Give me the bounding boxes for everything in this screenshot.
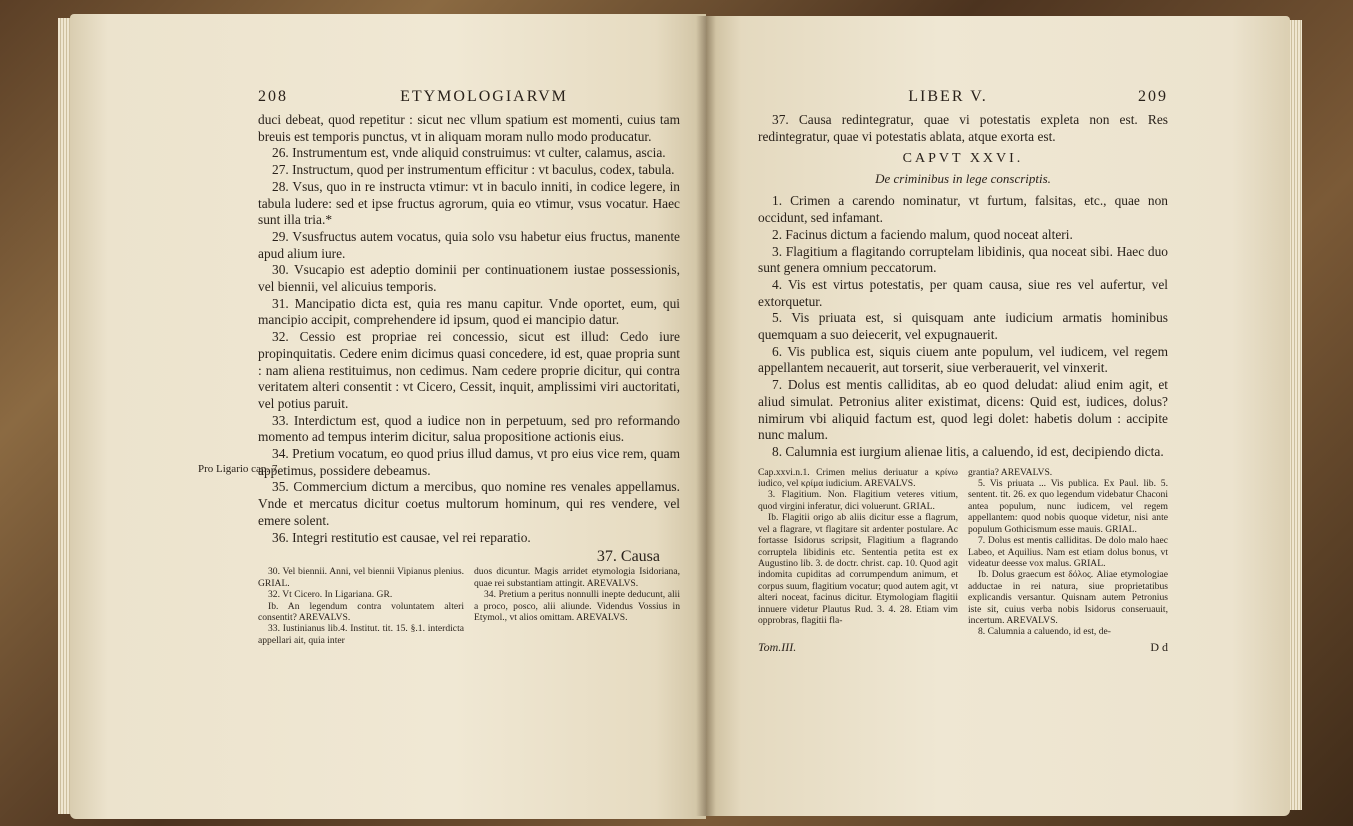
paragraph: 36. Integri restitutio est causae, vel rei reparatio. xyxy=(272,529,531,545)
paragraph: 30. Vsucapio est adeptio dominii per continuationem iustae possessionis, vel biennii, vel alicuius temporis. xyxy=(258,262,680,295)
footnote: Cap.xxvi.n.1. Crimen melius deriuatur a κρίνω iudico, vel κρίμα iudicium. AREVALVS. xyxy=(758,466,958,490)
right-signature-line xyxy=(758,640,1168,655)
chapter-heading: CAPVT XXVI. xyxy=(902,151,1024,167)
paragraph: 32. Cessio est propriae rei concessio, sicut est illud: Cedo iure propinquitatis. Cedere enim dicimus quasi concedere, id est, quae propria sunt : nam aliena restituimus, non cedimus. Nam cedere proprie dicitur, qui contra veritatem alteri consentit : vt Cicero, Cessit, inquit, amplissimi viri auctoritati, vel potius paruit. xyxy=(258,329,680,411)
footnote: grantia? AREVALVS. xyxy=(968,466,1053,478)
right-page xyxy=(758,88,1168,655)
paragraph: 3. Flagitium a flagitando corruptelam libidinis, qua noceat sibi. Haec duo sunt genera omnium peccatorum. xyxy=(758,243,1168,276)
footnote-column xyxy=(758,467,958,638)
footnote: 8. Calumnia a caluendo, id est, de- xyxy=(978,626,1111,638)
left-body xyxy=(258,112,680,546)
paragraph: 4. Vis est virtus potestatis, per quam causa, siue res vel aufertur, vel extorquetur. xyxy=(758,276,1168,309)
left-header xyxy=(258,88,680,106)
chapter-subtitle: De criminibus in lege conscriptis. xyxy=(875,171,1051,187)
footnote: Ib. Flagitii origo ab aliis dicitur esse a flagrum, vel a flagrare, vt flagitare sit ardenter postulare. Ac fortasse Isidorus scripsit, Flagitium a flagrando corruptela libidinis etc. Sententia petita est ex Augustino lib. 3. de doctr. christ. cap. 10. Quod agit indomita cupiditas ad corrumpendum animum, et corpus suum, flagitium vocatur; quod autem agit, vt alteri noceat, facinus dicitur. Etymologiam flagitii innuere videtur Plautus Rud. 3. 4. 28. Etiam vim opprobras, flagitii fla- xyxy=(758,512,958,626)
footnote: Ib. Dolus graecum est δόλος. Aliae etymologiae adductae in rei natura, siue proprietatibus explicandis versantur. Quisnam autem Petronius iste sit, cuius verba nobis Isidorus conseruauit, incertum. AREVALVS. xyxy=(968,569,1168,626)
footnote: 7. Dolus est mentis calliditas. De dolo malo haec Labeo, et Aquilius. Nam est etiam dolus bonus, vt videatur deesse vox malus. GRIAL. xyxy=(968,535,1168,569)
gathering-signature: D d xyxy=(1150,639,1168,654)
paragraph: 1. Crimen a carendo nominatur, vt furtum, falsitas, etc., quae non occidunt, sed infamant. xyxy=(758,193,1168,226)
footnote: Ib. An legendum contra voluntatem alteri consentit? AREVALVS. xyxy=(258,600,464,623)
paragraph: 6. Vis publica est, siquis ciuem ante populum, vel iudicem, vel regem appellantem necauerit, aut torserit, siue verberauerit, vel vinxerit. xyxy=(758,343,1168,376)
left-catchword: 37. Causa xyxy=(596,548,660,566)
paragraph: 27. Instructum, quod per instrumentum efficitur : vt baculus, codex, tabula. xyxy=(272,162,675,178)
paragraph: 26. Instrumentum est, vnde aliquid construimus: vt culter, calamus, ascia. xyxy=(272,145,666,161)
paragraph: 28. Vsus, quo in re instructa vtimur: vt in baculo inniti, in codice legere, in tabula ludere: sed et ipse fructus agrorum, quia eo vtimur, vsus vocatur. Haec sunt illa tria.* xyxy=(258,178,680,228)
right-running-head: LIBER V. xyxy=(908,88,988,105)
left-running-head: ETYMOLOGIARVM xyxy=(400,88,568,105)
left-footnotes xyxy=(258,566,680,646)
footnote: 33. Iustinianus lib.4. Institut. tit. 15. §.1. interdicta appellari ait, quia inter xyxy=(258,623,464,646)
left-page-number: 208 xyxy=(258,88,288,105)
paragraph: 35. Commercium dictum a mercibus, quo nomine res venales appellamus. Vnde et mercatus dicitur coetus multorum hominum, qui res vendere, vel emere solent. xyxy=(258,479,680,528)
margin-note: Pro Ligario cap. 7. xyxy=(198,463,281,475)
paragraph: 34. Pretium vocatum, eo quod prius illud damus, vt pro eius vice rem, quam appetimus, possidere debeamus. xyxy=(258,446,680,478)
volume-signature: Tom.III. xyxy=(758,639,797,654)
footnote: 5. Vis priuata ... Vis publica. Ex Paul. lib. 5. sentent. tit. 26. ex quo legendum videbatur Chaconi antea populum, nunc iudicem, vel regem appellantem: quod nobis quoque videtur, nisi ante populum Gothicismum esse mauis. GRIAL. xyxy=(968,478,1168,535)
paragraph: 7. Dolus est mentis calliditas, ab eo quod deludat: aliud enim agit, et aliud simulat. Petronius aliter existimat, dicens: Quid est, iudices, dolus? nimirum vbi aliquid factum est, quod legi dolet: habetis dolum : accipite nunc malum. xyxy=(758,377,1168,443)
footnote: 32. Vt Cicero. In Ligariana. GR. xyxy=(268,589,393,601)
book-gutter xyxy=(696,16,716,816)
footnote: 3. Flagitium. Non. Flagitium veteres vitium, quod virgini inferatur, dici voluerunt. GRIAL. xyxy=(758,489,958,512)
footnote-column xyxy=(968,467,1168,638)
right-footnotes xyxy=(758,467,1168,638)
paragraph: 37. Causa redintegratur, quae vi potestatis expleta non est. Res redintegratur, quae vi potestatis ablata, atque exorta est. xyxy=(758,112,1168,144)
paragraph: 5. Vis priuata est, si quisquam ante iudicium armatis hominibus quemquam a suo deiecerit, vel expugnauerit. xyxy=(758,310,1168,343)
paragraph: 2. Facinus dictum a faciendo malum, quod noceat alteri. xyxy=(772,226,1073,242)
footnote-column xyxy=(474,566,680,646)
left-page xyxy=(258,88,680,646)
paragraph: 33. Interdictum est, quod a iudice non in perpetuum, sed pro reformando momento ad tempus interim dicitur, salua propositione actionis eius. xyxy=(258,412,680,445)
footnote-column xyxy=(258,566,464,646)
paragraph: 8. Calumnia est iurgium alienae litis, a caluendo, id est, decipiendo dicta. xyxy=(772,443,1164,459)
footnote: 30. Vel biennii. Anni, vel biennii Vipianus plenius. GRIAL. xyxy=(258,566,464,589)
paragraph: 31. Mancipatio dicta est, quia res manu capitur. Vnde oportet, eum, qui mancipio accipit, comprehendere id ipsum, quod ei mancipio datur. xyxy=(258,295,680,328)
right-header xyxy=(758,88,1168,106)
footnote: duos dicuntur. Magis arridet etymologia Isidoriana, quae rei substantiam attingit. AREVALVS. xyxy=(474,566,680,589)
right-body xyxy=(758,112,1168,461)
footnote: 34. Pretium a peritus nonnulli inepte deducunt, alii a proco, posco, alii aliunde. Videndus Vossius in Etymol., vt alios omittam. AREVALVS. xyxy=(474,589,680,623)
right-page-number: 209 xyxy=(1137,88,1168,105)
page-edges-right xyxy=(1288,20,1302,810)
paragraph: 29. Vsusfructus autem vocatus, quia solo vsu habetur eius fructus, manente apud alium iure. xyxy=(258,228,680,261)
paragraph: duci debeat, quod repetitur : sicut nec vllum spatium est momenti, cuius tam breuis est temporis punctus, vt in aliquam moram nullo modo producatur. xyxy=(258,112,680,144)
